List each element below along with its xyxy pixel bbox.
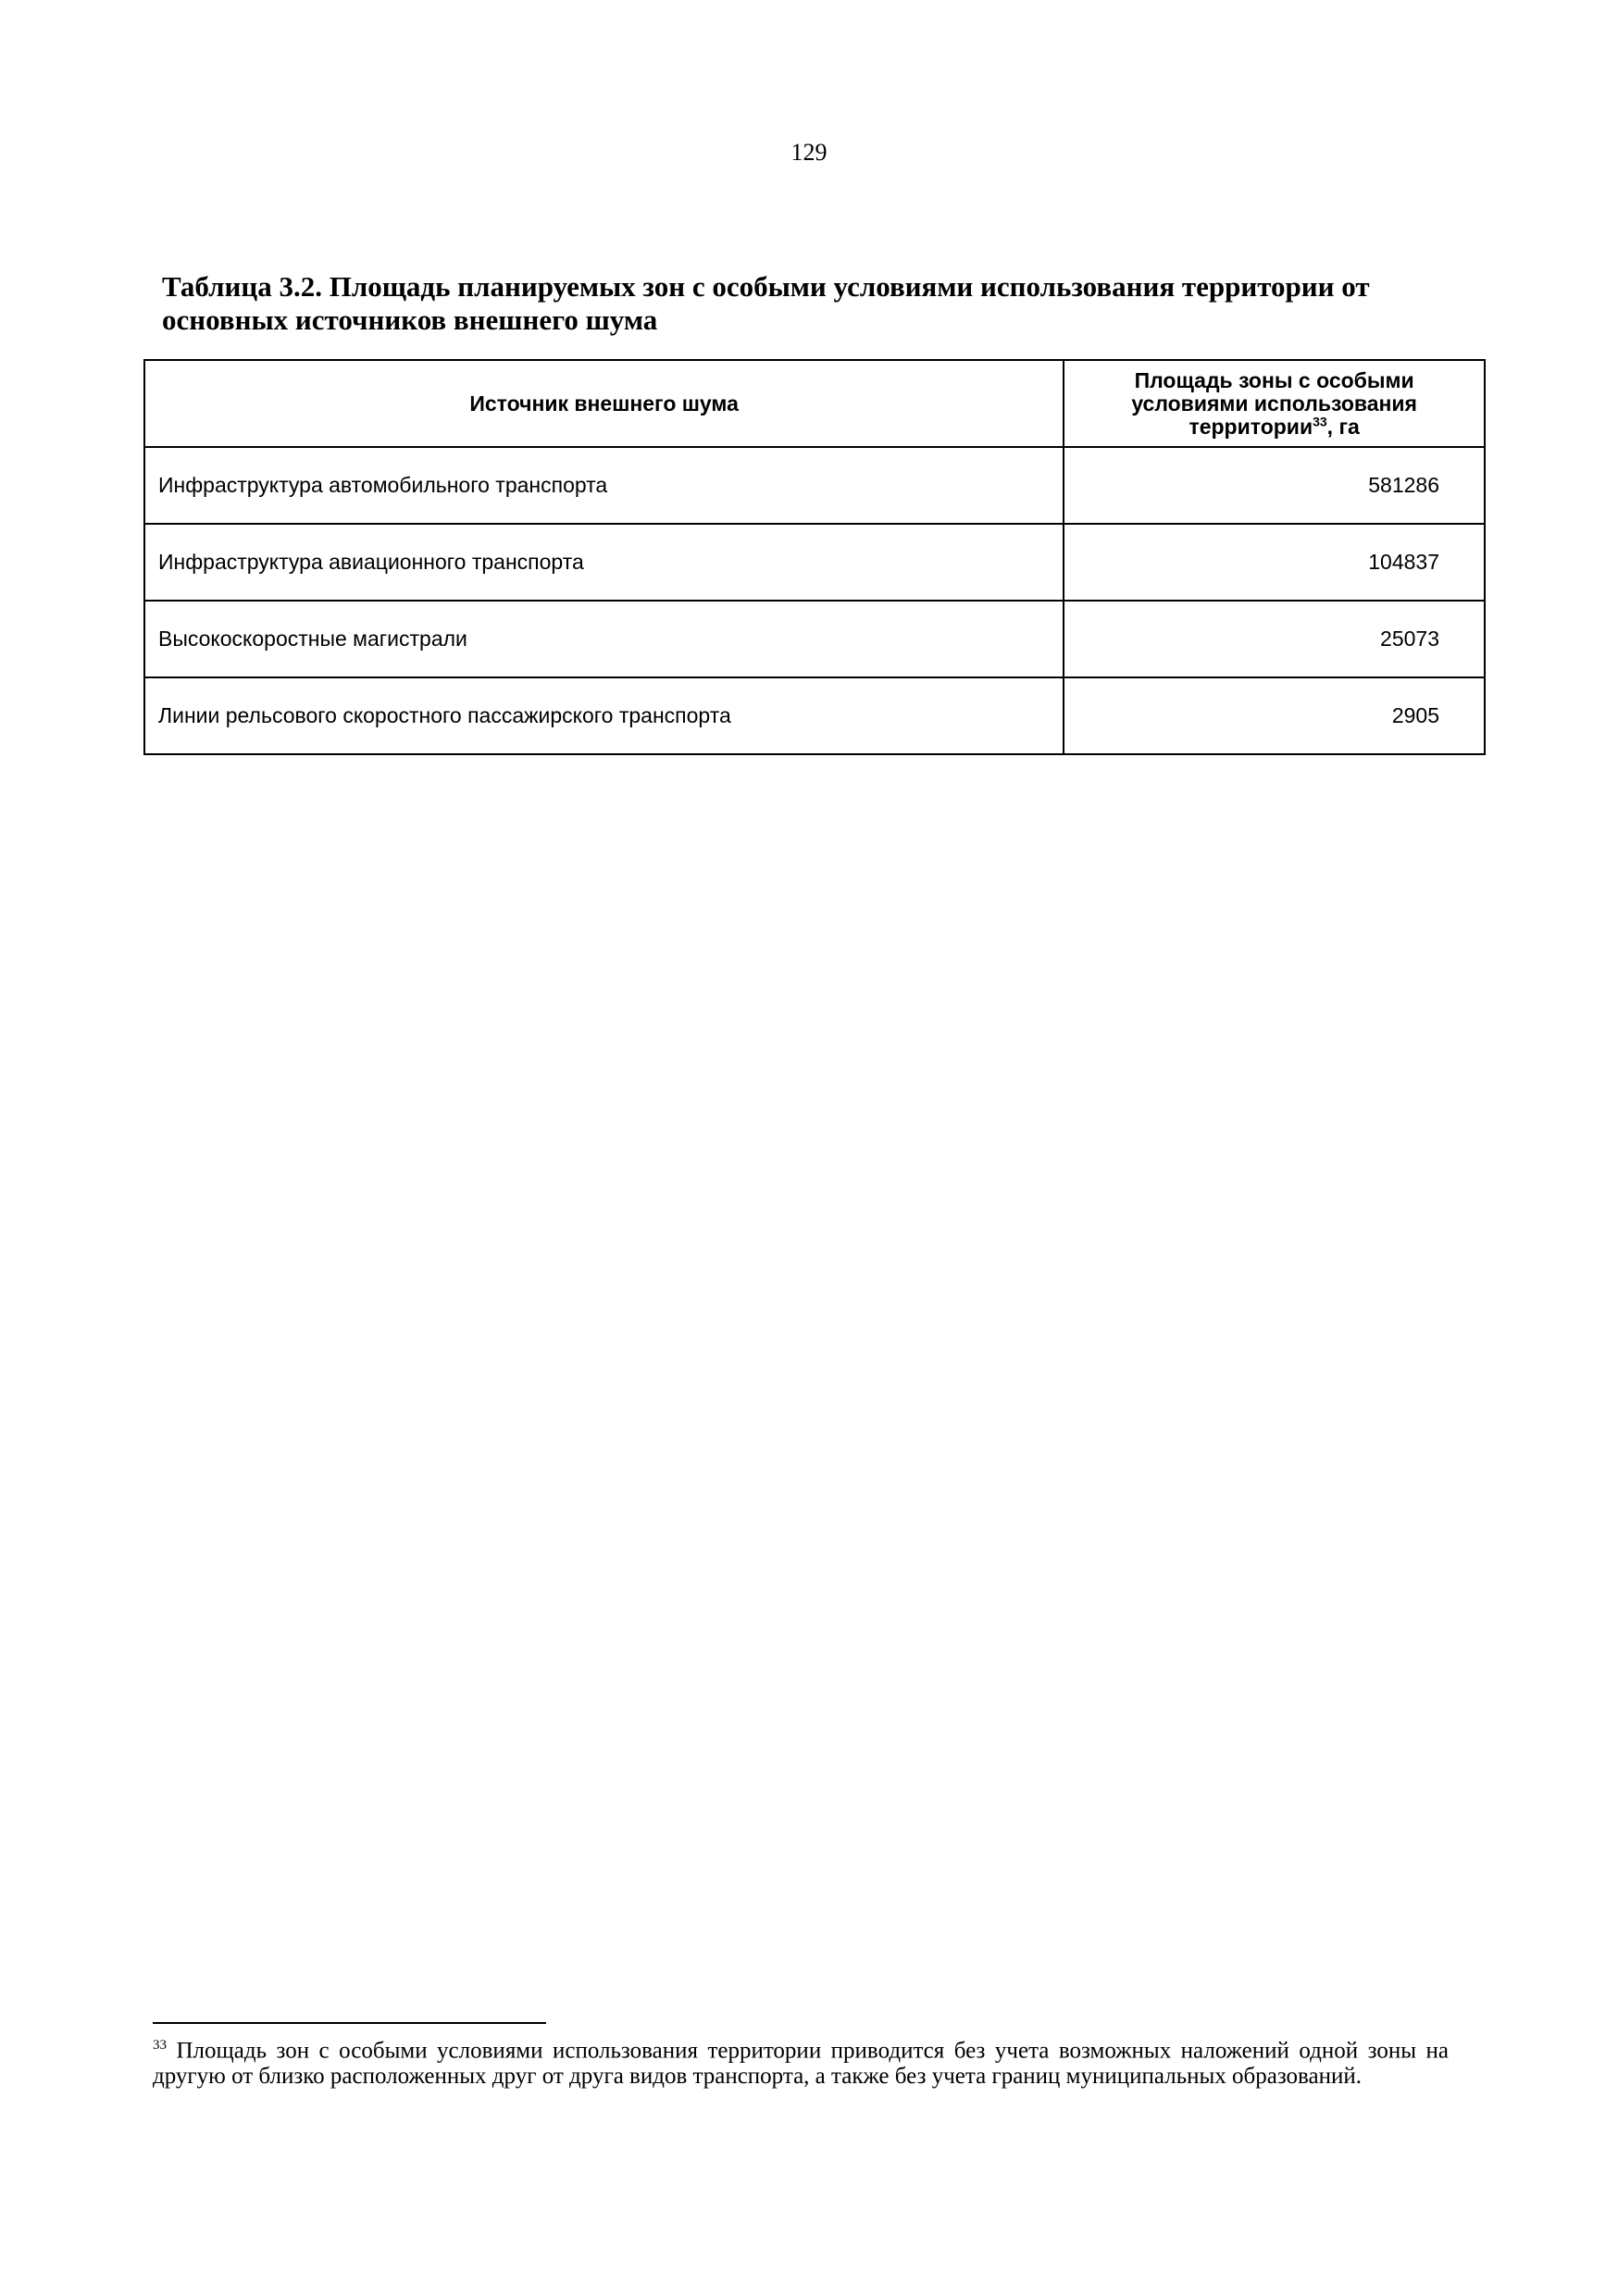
cell-area: 581286 bbox=[1064, 447, 1485, 524]
page-number: 129 bbox=[790, 139, 828, 166]
header-zone-area bbox=[1064, 360, 1485, 447]
table-header-row bbox=[144, 360, 1485, 447]
cell-source: Инфраструктура автомобильного транспорта bbox=[144, 447, 1064, 524]
table-title: Таблица 3.2. Площадь планируемых зон с особыми условиями использования территории от основных источников внешнего шума bbox=[162, 270, 1370, 336]
cell-area: 25073 bbox=[1064, 601, 1485, 677]
cell-area: 2905 bbox=[1064, 677, 1485, 754]
footnote-marker: 33 bbox=[153, 2038, 167, 2053]
header-zone-area-unit: , га bbox=[1326, 414, 1360, 439]
footnote-separator bbox=[153, 2022, 546, 2024]
table-row bbox=[144, 677, 1485, 754]
cell-source: Линии рельсового скоростного пассажирского транспорта bbox=[144, 677, 1064, 754]
header-noise-source: Источник внешнего шума bbox=[144, 360, 1064, 447]
noise-zones-table bbox=[143, 359, 1486, 755]
header-zone-area-text: Площадь зоны с особыми условиями использования территории bbox=[1131, 367, 1417, 439]
cell-source: Инфраструктура авиационного транспорта bbox=[144, 524, 1064, 601]
cell-source: Высокоскоростные магистрали bbox=[144, 601, 1064, 677]
cell-area: 104837 bbox=[1064, 524, 1485, 601]
table-row bbox=[144, 447, 1485, 524]
table-row bbox=[144, 524, 1485, 601]
table-row bbox=[144, 601, 1485, 677]
footnote bbox=[153, 2032, 1449, 2090]
footnote-text: Площадь зон с особыми условиями использования территории приводится без учета возможных наложений одной зоны на другую от близко расположенных друг от друга видов транспорта, а также без учета границ муниципальных образований. bbox=[153, 2038, 1449, 2090]
footnote-reference: 33 bbox=[1313, 413, 1327, 428]
